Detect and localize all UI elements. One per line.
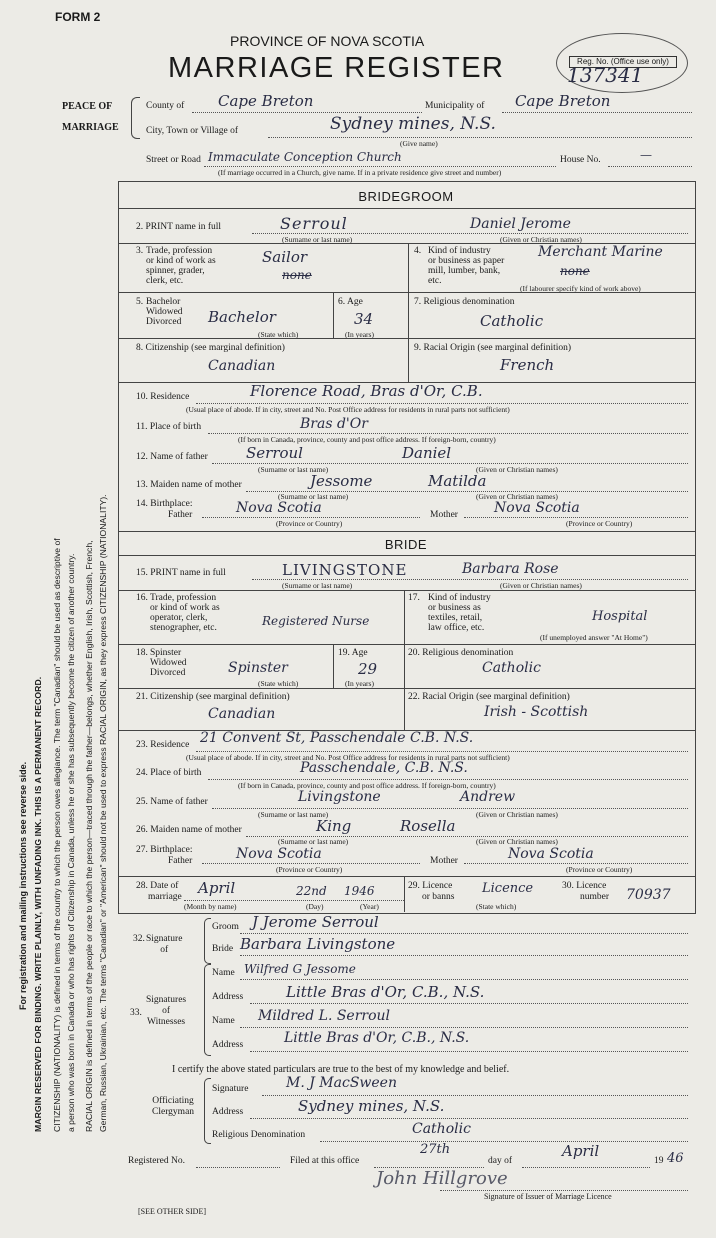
groom-given-caption: (Given or Christian names) <box>500 235 582 244</box>
f18-num: 18. <box>136 648 148 658</box>
street-label: Street or Road <box>146 155 201 165</box>
bride-birth-label: 24. Place of birth <box>136 768 202 778</box>
bride-father-label: 25. Name of father <box>136 797 208 807</box>
bride-religion: Catholic <box>482 660 541 676</box>
clergy-address-label: Address <box>212 1107 244 1117</box>
margin-binding-notice: MARGIN RESERVED FOR BINDING. WRITE PLAINLY, WITH UNFADING INK. THIS IS A PERMANENT RECORD. <box>33 676 43 1132</box>
clergy-sig-label: Signature <box>212 1084 249 1094</box>
bride-industry-caption: (If unemployed answer "At Home") <box>540 633 648 642</box>
bride-racial: Irish - Scottish <box>484 704 589 720</box>
groom-racial-label: 9. Racial Origin (see marginal definition) <box>414 343 572 353</box>
groom-birthplace-label: 14. Birthplace: Father <box>136 499 193 520</box>
groom-status: Bachelor <box>208 308 276 326</box>
bride-signature: Barbara Livingstone <box>240 935 396 953</box>
w1-name-label: Name <box>212 968 235 978</box>
groom-industry-label: Kind of industry or business as paper mill, lumber, bank, etc. <box>428 246 505 286</box>
margin-citizenship-def: CITIZENSHIP (NATIONALITY) is defined in terms of the country to which the person owes allegiance. The term "Canadian" should be used as descriptive of <box>52 538 62 1132</box>
county-value: Cape Breton <box>218 92 314 110</box>
groom-mother-given: Matilda <box>428 472 487 490</box>
form-number: FORM 2 <box>55 10 101 24</box>
f4-num: 4. <box>414 246 422 256</box>
county-label: County of <box>146 101 185 111</box>
see-other-side: [SEE OTHER SIDE] <box>138 1207 206 1216</box>
issuer-signature: John Hillgrove <box>376 1168 508 1189</box>
groom-birth-label: 11. Place of birth <box>136 422 202 432</box>
bride-mother-bp-caption: (Province or Country) <box>566 865 633 874</box>
bride-state-caption: (State which) <box>258 679 299 688</box>
groom-age-caption: (In years) <box>345 330 374 339</box>
bride-status-label: Spinster Widowed Divorced <box>150 648 187 678</box>
groom-mother-bp-label: Mother <box>430 510 458 520</box>
officiating-label: Officiating Clergyman <box>152 1096 195 1117</box>
groom-birth: Bras d'Or <box>300 416 368 432</box>
clergy-address: Sydney mines, N.S. <box>298 1097 445 1115</box>
house-value: — <box>640 148 652 162</box>
margin-racial-def: RACIAL ORIGIN is defined in terms of the people or race to which the person—traced through the father—belongs, whether English, Irish, Scottish, French, <box>84 540 94 1132</box>
county-line <box>192 112 422 113</box>
bride-industry-label: Kind of industry or business as textiles, retail, law office, etc. <box>428 593 491 633</box>
signature-of-label: Signature of <box>146 934 183 955</box>
registered-label: Registered No. <box>128 1156 185 1166</box>
groom-mother-bp-caption: (Province or Country) <box>566 519 633 528</box>
reg-number-value: 137341 <box>567 63 644 87</box>
bride-mother-given-caption: (Given or Christian names) <box>476 837 558 846</box>
bride-industry: Hospital <box>592 609 648 624</box>
bride-father-given-caption: (Given or Christian names) <box>476 810 558 819</box>
municipality-label: Municipality of <box>425 101 485 111</box>
bride-sig-label: Bride <box>212 944 234 954</box>
f17-num: 17. <box>408 593 420 603</box>
city-value: Sydney mines, N.S. <box>330 114 496 134</box>
bride-trade-label: Trade, profession or kind of work as operator, clerk, stenographer, etc. <box>150 593 220 633</box>
groom-trade-label: Trade, profession or kind of work as spinner, grader, clerk, etc. <box>146 246 216 286</box>
marriage-day-caption: (Day) <box>306 902 324 911</box>
bride-age-label: 19. Age <box>338 648 368 658</box>
groom-father-surname: Serroul <box>246 444 303 462</box>
groom-surname: Serroul <box>280 214 348 233</box>
bride-birth: Passchendale, C.B. N.S. <box>300 760 468 776</box>
bride-residence-caption: (Usual place of abode. If in city, street and No. Post Office address for residents in rural parts not sufficient) <box>186 753 510 762</box>
groom-trade-2: none <box>282 268 312 282</box>
groom-religion: Catholic <box>480 312 544 330</box>
bride-mother-bp-label: Mother <box>430 856 458 866</box>
denomination-label: Religious Denomination <box>212 1130 306 1140</box>
bride-birth-caption: (If born in Canada, province, county and post office address. If foreign-born, country) <box>238 781 496 790</box>
marriage-month-caption: (Month by name) <box>184 902 237 911</box>
groom-father-given: Daniel <box>402 444 452 462</box>
groom-mother-surname: Jessome <box>310 472 373 490</box>
city-line <box>268 137 692 138</box>
bride-surname: LIVINGSTONE <box>282 561 408 579</box>
margin-instructions: For registration and mailing instructions see reverse side. <box>18 761 28 1010</box>
w2-name-label: Name <box>212 1016 235 1026</box>
clergy-signature: M. J MacSween <box>286 1075 397 1091</box>
marriage-month: April <box>198 879 236 897</box>
reg-number-box <box>556 33 688 93</box>
bride-citizenship: Canadian <box>208 706 276 722</box>
street-line <box>204 166 556 167</box>
bride-age: 29 <box>358 660 378 678</box>
issuer-caption: Signature of Issuer of Marriage Licence <box>484 1192 612 1201</box>
groom-racial: French <box>500 356 555 374</box>
house-label: House No. <box>560 155 601 165</box>
give-name-caption: (Give name) <box>400 139 438 148</box>
groom-father-surname-caption: (Surname or last name) <box>258 465 329 474</box>
groom-state-caption: (State which) <box>258 330 299 339</box>
bride-father-surname-caption: (Surname or last name) <box>258 810 329 819</box>
f5-num: 5. <box>136 297 144 307</box>
bride-mother-surname: King <box>316 817 352 835</box>
witness2-name: Mildred L. Serroul <box>258 1008 391 1024</box>
groom-status-label: Bachelor Widowed Divorced <box>146 297 183 327</box>
groom-religion-label: 7. Religious denomination <box>414 297 515 307</box>
marriage-date-label: 28. Date of marriage <box>136 881 182 902</box>
filed-year: 46 <box>667 1151 684 1166</box>
house-line <box>608 166 692 167</box>
groom-father-bp-caption: (Province or Country) <box>276 519 343 528</box>
bride-mother-surname-caption: (Surname or last name) <box>278 837 349 846</box>
groom-citizenship-label: 8. Citizenship (see marginal definition) <box>136 343 285 353</box>
clergy-denomination: Catholic <box>412 1121 471 1137</box>
groom-age-label: 6. Age <box>338 297 363 307</box>
bride-citizenship-label: 21. Citizenship (see marginal definition) <box>136 692 290 702</box>
bride-section-title: BRIDE <box>384 537 428 552</box>
licence-number-label: 30. Licence number <box>562 881 610 902</box>
street-note: (If marriage occurred in a Church, give name. If in a private residence give street and number) <box>218 168 502 177</box>
bride-mother-label: 26. Maiden name of mother <box>136 825 242 835</box>
groom-trade: Sailor <box>262 248 308 266</box>
marriage-year: 1946 <box>344 884 375 898</box>
groom-residence: Florence Road, Bras d'Or, C.B. <box>250 382 483 400</box>
marriage-year-caption: (Year) <box>360 902 379 911</box>
licence-number: 70937 <box>626 887 671 903</box>
groom-industry: Merchant Marine <box>538 244 663 260</box>
bride-father-given: Andrew <box>460 789 516 805</box>
certify-statement: I certify the above stated particulars are true to the best of my knowledge and belief. <box>172 1064 510 1075</box>
place-brace <box>131 97 140 139</box>
year-prefix: 19 <box>654 1156 664 1166</box>
groom-mother-given-caption: (Given or Christian names) <box>476 492 558 501</box>
witness2-address: Little Bras d'Or, C.B., N.S. <box>284 1030 470 1046</box>
groom-father-label: 12. Name of father <box>136 452 208 462</box>
bride-mother-given: Rosella <box>400 817 456 835</box>
groom-mother-birthplace: Nova Scotia <box>494 500 580 516</box>
place-side-label-2: MARRIAGE <box>62 122 119 133</box>
groom-father-birthplace: Nova Scotia <box>236 500 322 516</box>
f3-num: 3. <box>136 246 144 256</box>
bride-surname-caption: (Surname or last name) <box>282 581 353 590</box>
bridegroom-section-title: BRIDEGROOM <box>358 189 454 204</box>
groom-signature: J Jerome Serroul <box>252 913 379 931</box>
f33-num: 33. <box>130 1008 142 1018</box>
bride-name-label: 15. PRINT name in full <box>136 568 226 578</box>
bride-birthplace-label: 27. Birthplace: Father <box>136 845 193 866</box>
bride-given-caption: (Given or Christian names) <box>500 581 582 590</box>
bride-trade: Registered Nurse <box>262 614 370 628</box>
filed-month: April <box>562 1142 600 1160</box>
licence-label: 29. Licence or banns <box>408 881 455 902</box>
province-title: PROVINCE OF NOVA SCOTIA <box>230 33 425 49</box>
licence-type: Licence <box>482 881 534 896</box>
filed-day: 27th <box>420 1142 451 1157</box>
witness1-address: Little Bras d'Or, C.B., N.S. <box>286 983 485 1001</box>
reg-number-label: Reg. No. (Office use only) <box>569 56 677 68</box>
groom-residence-label: 10. Residence <box>136 392 190 402</box>
witness-label: Signatures of Witnesses <box>146 995 187 1027</box>
w1-address-label: Address <box>212 992 244 1002</box>
filed-label: Filed at this office <box>290 1156 360 1166</box>
city-label: City, Town or Village of <box>146 126 238 136</box>
f32-num: 32. <box>133 934 145 944</box>
street-value: Immaculate Conception Church <box>208 150 402 164</box>
groom-birth-caption: (If born in Canada, province, county and post office address. If foreign-born, country) <box>238 435 496 444</box>
groom-surname-caption: (Surname or last name) <box>282 235 353 244</box>
groom-industry-caption: (If labourer specify kind of work above) <box>520 284 641 293</box>
margin-racial-def-2: German, Russian, Ukrainian, etc. The terms "Canadian" or "American" should not be used to express RACIAL ORIGIN, as they express CITIZENSHIP (NATIONALITY). <box>98 494 108 1132</box>
bride-residence-label: 23. Residence <box>136 740 190 750</box>
groom-father-given-caption: (Given or Christian names) <box>476 465 558 474</box>
groom-mother-surname-caption: (Surname or last name) <box>278 492 349 501</box>
witness1-name: Wilfred G Jessome <box>244 962 356 976</box>
groom-citizenship: Canadian <box>208 358 276 374</box>
licence-caption: (State which) <box>476 902 517 911</box>
bride-residence: 21 Convent St, Passchendale C.B. N.S. <box>200 730 474 746</box>
marriage-day: 22nd <box>296 884 327 898</box>
bride-father-bp-caption: (Province or Country) <box>276 865 343 874</box>
groom-industry-2: none <box>560 264 590 278</box>
municipality-line <box>502 112 692 113</box>
day-of-label: day of <box>488 1156 513 1166</box>
groom-given: Daniel Jerome <box>470 216 571 232</box>
place-side-label-1: PEACE OF <box>62 101 113 112</box>
bride-mother-birthplace: Nova Scotia <box>508 846 594 862</box>
municipality-value: Cape Breton <box>515 92 611 110</box>
bride-racial-label: 22. Racial Origin (see marginal definition) <box>408 692 570 702</box>
groom-sig-label: Groom <box>212 922 239 932</box>
bride-father-birthplace: Nova Scotia <box>236 846 322 862</box>
bride-status: Spinster <box>228 660 288 676</box>
groom-name-label: 2. PRINT name in full <box>136 222 222 232</box>
margin-citizenship-def-2: a person who was born in Canada or who has rights of Citizenship in Canada, unless he or she has subsequently become the citizen of another country. <box>66 553 76 1132</box>
groom-age: 34 <box>354 310 374 328</box>
register-title: MARRIAGE REGISTER <box>168 52 505 84</box>
bride-religion-label: 20. Religious denomination <box>408 648 514 658</box>
groom-residence-caption: (Usual place of abode. If in city, street and No. Post Office address for residents in rural parts not sufficient) <box>186 405 510 414</box>
groom-mother-label: 13. Maiden name of mother <box>136 480 242 490</box>
bride-given: Barbara Rose <box>462 561 559 577</box>
f16-num: 16. <box>136 593 148 603</box>
bride-age-caption: (In years) <box>345 679 374 688</box>
w2-address-label: Address <box>212 1040 244 1050</box>
bride-father-surname: Livingstone <box>298 789 381 805</box>
